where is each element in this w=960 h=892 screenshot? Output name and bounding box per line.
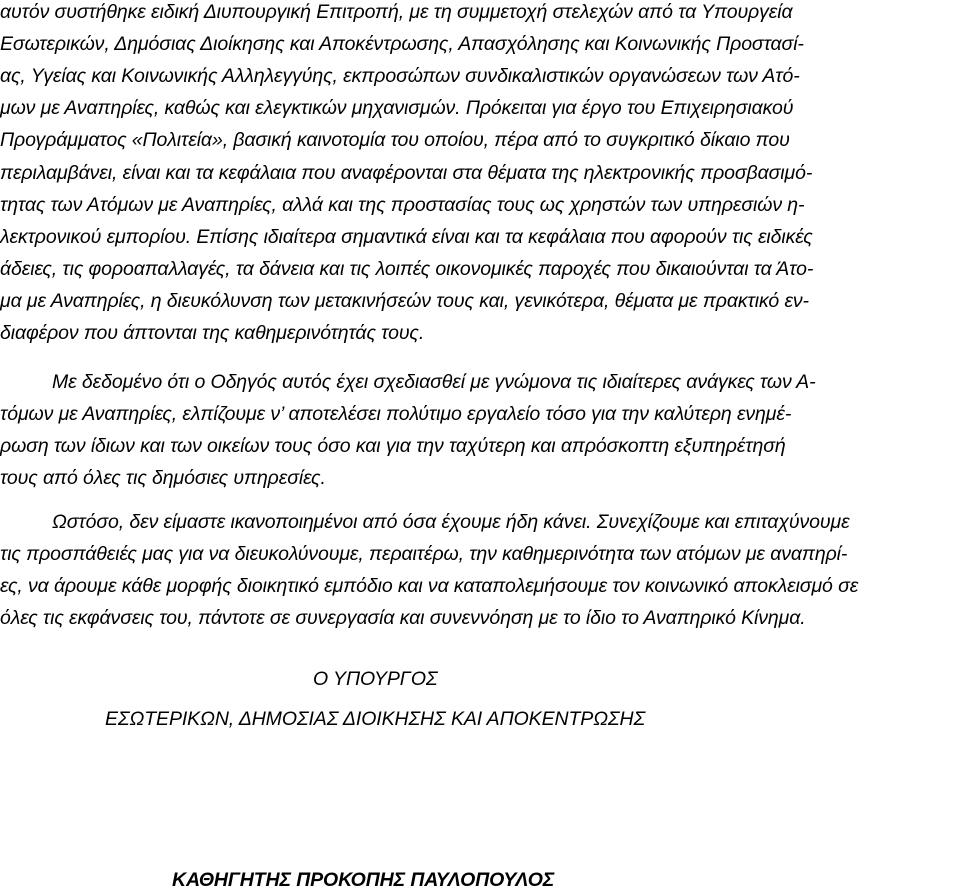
paragraph-line: τις προσπάθειές μας για να διευκολύνουμε, περαιτέρω, την καθημερινότητα των ατόμων με αναπηρί- bbox=[0, 543, 848, 565]
paragraph-line: ας, Υγείας και Κοινωνικής Αλληλεγγύης, εκπροσώπων συνδικαλιστικών οργανώσεων των Ατό- bbox=[0, 65, 800, 87]
paragraph-line: Ωστόσο, δεν είμαστε ικανοποιημένοι από όσα έχουμε ήδη κάνει. Συνεχίζουμε και επιταχύνουμε bbox=[52, 511, 850, 533]
paragraph-line: λεκτρονικού εμπορίου. Επίσης ιδιαίτερα σημαντικά είναι και τα κεφάλαια που αφορούν τις ειδικές bbox=[0, 226, 813, 248]
paragraph-line: τητας των Ατόμων με Αναπηρίες, αλλά και της προστασίας τους ως χρηστών των υπηρεσιών η- bbox=[0, 194, 805, 216]
signature-name: ΚΑΘΗΓΗΤΗΣ ΠΡΟΚΟΠΗΣ ΠΑΥΛΟΠΟΥΛΟΣ bbox=[172, 869, 555, 891]
paragraph-line: μων με Αναπηρίες, καθώς και ελεγκτικών μηχανισμών. Πρόκειται για έργο του Επιχειρησιακού bbox=[0, 97, 794, 119]
paragraph-line: άδειες, τις φοροαπαλλαγές, τα δάνεια και τις λοιπές οικονομικές παροχές που δικαιούνται τα Άτο- bbox=[0, 258, 814, 280]
paragraph-line: διαφέρον που άπτονται της καθημερινότητάς τους. bbox=[0, 322, 425, 344]
paragraph-line: ες, να άρουμε κάθε μορφής διοικητικό εμπόδιο και να καταπολεμήσουμε τον κοινωνικό αποκλεισμό σε bbox=[0, 575, 859, 597]
paragraph-line: Προγράμματος «Πολιτεία», βασική καινοτομία του οποίου, πέρα από το συγκριτικό δίκαιο που bbox=[0, 129, 790, 151]
paragraph-line: τόμων με Αναπηρίες, ελπίζουμε ν’ αποτελέσει πολύτιμο εργαλείο τόσο για την καλύτερη ενημέ- bbox=[0, 403, 792, 425]
paragraph-line: Εσωτερικών, Δημόσιας Διοίκησης και Αποκέντρωσης, Απασχόλησης και Κοινωνικής Προστασί- bbox=[0, 33, 804, 55]
paragraph-line: τους από όλες τις δημόσιες υπηρεσίες. bbox=[0, 467, 326, 489]
paragraph-line: αυτόν συστήθηκε ειδική Διυπουργική Επιτροπή, με τη συμμετοχή στελεχών από τα Υπουργεία bbox=[0, 1, 793, 23]
paragraph-line: όλες τις εκφάνσεις του, πάντοτε σε συνεργασία και συνεννόηση με το ίδιο το Αναπηρικό Κίνημα. bbox=[0, 607, 806, 629]
signature-ministry: ΕΣΩΤΕΡΙΚΩΝ, ΔΗΜΟΣΙΑΣ ΔΙΟΙΚΗΣΗΣ ΚΑΙ ΑΠΟΚΕΝΤΡΩΣΗΣ bbox=[105, 708, 646, 730]
paragraph-line: μα με Αναπηρίες, η διευκόλυνση των μετακινήσεών τους και, γενικότερα, θέματα με πρακτικό εν- bbox=[0, 290, 809, 312]
paragraph-line: ρωση των ίδιων και των οικείων τους όσο και για την ταχύτερη και απρόσκοπτη εξυπηρέτησή bbox=[0, 435, 786, 457]
paragraph-line: Με δεδομένο ότι ο Οδηγός αυτός έχει σχεδιασθεί με γνώμονα τις ιδιαίτερες ανάγκες των Α- bbox=[52, 371, 816, 393]
paragraph-line: περιλαμβάνει, είναι και τα κεφάλαια που αναφέρονται στα θέματα της ηλεκτρονικής προσβασιμό- bbox=[0, 162, 813, 184]
signature-title: Ο ΥΠΟΥΡΓΟΣ bbox=[313, 668, 438, 690]
